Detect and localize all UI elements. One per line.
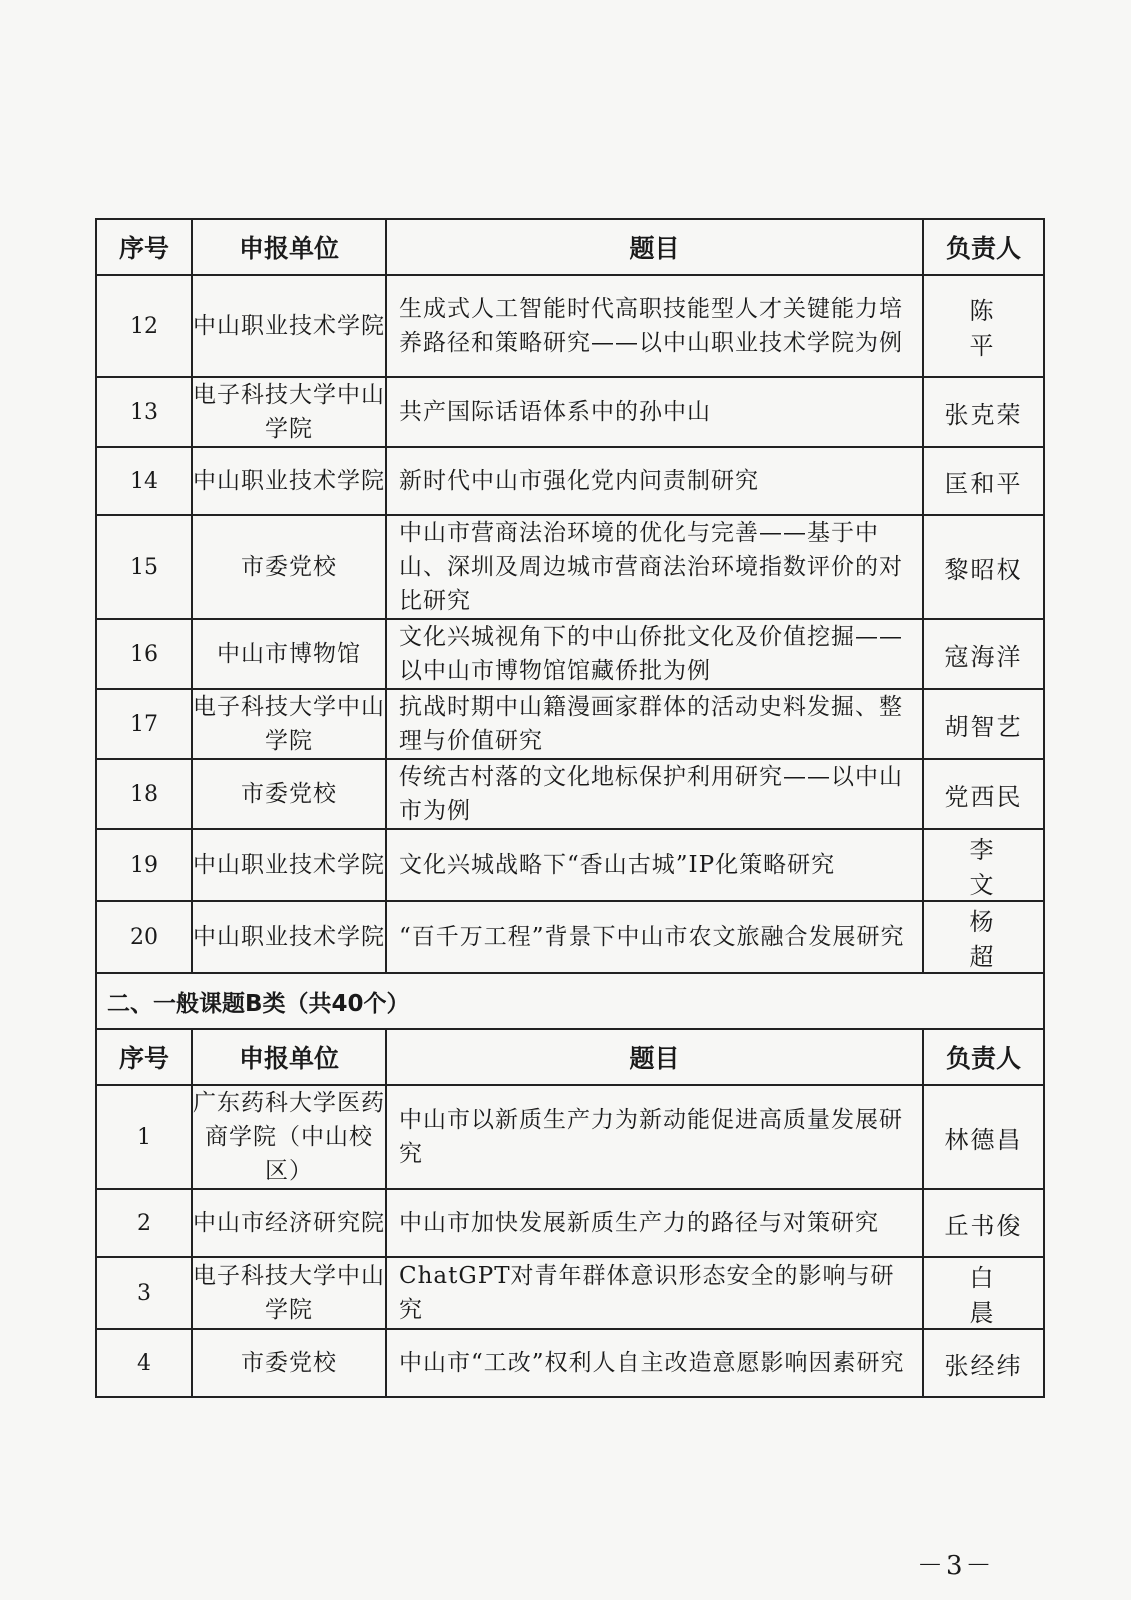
row-no: 18 [96, 759, 192, 829]
table-header-row [96, 219, 1044, 275]
row-lead: 张经纬 [923, 1329, 1044, 1397]
row-unit: 广东药科大学医药商学院（中山校区） [192, 1085, 386, 1189]
row-unit: 中山职业技术学院 [192, 447, 386, 515]
row-lead: 匡和平 [923, 447, 1044, 515]
row-no: 3 [96, 1257, 192, 1329]
table-row [96, 901, 1044, 973]
row-unit: 电子科技大学中山学院 [192, 377, 386, 447]
header-no: 序号 [96, 1029, 192, 1085]
row-lead: 李 文 [923, 829, 1044, 901]
row-no: 13 [96, 377, 192, 447]
row-lead: 胡智艺 [923, 689, 1044, 759]
row-no: 1 [96, 1085, 192, 1189]
row-unit: 中山职业技术学院 [192, 829, 386, 901]
table-row [96, 377, 1044, 447]
header-lead: 负责人 [923, 1029, 1044, 1085]
row-no: 17 [96, 689, 192, 759]
row-topic: 传统古村落的文化地标保护利用研究——以中山市为例 [386, 759, 923, 829]
row-unit: 市委党校 [192, 1329, 386, 1397]
row-unit: 市委党校 [192, 759, 386, 829]
row-lead: 林德昌 [923, 1085, 1044, 1189]
row-unit: 中山职业技术学院 [192, 901, 386, 973]
row-no: 14 [96, 447, 192, 515]
row-topic: “百千万工程”背景下中山市农文旅融合发展研究 [386, 901, 923, 973]
table-row [96, 619, 1044, 689]
header-topic: 题目 [386, 219, 923, 275]
row-topic: 抗战时期中山籍漫画家群体的活动史料发掘、整理与价值研究 [386, 689, 923, 759]
row-topic: 文化兴城战略下“香山古城”IP化策略研究 [386, 829, 923, 901]
section-title: 二、一般课题B类（共40个） [96, 973, 1044, 1029]
row-lead: 寇海洋 [923, 619, 1044, 689]
row-topic: 共产国际话语体系中的孙中山 [386, 377, 923, 447]
row-no: 16 [96, 619, 192, 689]
row-lead: 陈 平 [923, 275, 1044, 377]
row-topic: 中山市加快发展新质生产力的路径与对策研究 [386, 1189, 923, 1257]
header-unit: 申报单位 [192, 1029, 386, 1085]
table-row [96, 1329, 1044, 1397]
page-number: －3－ [917, 1551, 995, 1581]
row-lead: 党西民 [923, 759, 1044, 829]
row-lead: 张克荣 [923, 377, 1044, 447]
table-row [96, 759, 1044, 829]
header-lead: 负责人 [923, 219, 1044, 275]
table-row [96, 1257, 1044, 1329]
table-row [96, 447, 1044, 515]
section-heading-row [96, 973, 1044, 1029]
row-unit: 中山市经济研究院 [192, 1189, 386, 1257]
row-no: 15 [96, 515, 192, 619]
row-lead: 白 晨 [923, 1257, 1044, 1329]
row-topic: 生成式人工智能时代高职技能型人才关键能力培养路径和策略研究——以中山职业技术学院为例 [386, 275, 923, 377]
row-no: 19 [96, 829, 192, 901]
table-header-row [96, 1029, 1044, 1085]
table-row [96, 515, 1044, 619]
row-lead: 丘书俊 [923, 1189, 1044, 1257]
row-lead: 杨 超 [923, 901, 1044, 973]
row-topic: ChatGPT对青年群体意识形态安全的影响与研究 [386, 1257, 923, 1329]
header-unit: 申报单位 [192, 219, 386, 275]
header-topic: 题目 [386, 1029, 923, 1085]
row-unit: 电子科技大学中山学院 [192, 689, 386, 759]
row-topic: 新时代中山市强化党内问责制研究 [386, 447, 923, 515]
row-topic: 中山市以新质生产力为新动能促进高质量发展研究 [386, 1085, 923, 1189]
row-unit: 电子科技大学中山学院 [192, 1257, 386, 1329]
table-row [96, 1189, 1044, 1257]
row-no: 4 [96, 1329, 192, 1397]
row-topic: 中山市“工改”权利人自主改造意愿影响因素研究 [386, 1329, 923, 1397]
table-row [96, 689, 1044, 759]
row-no: 12 [96, 275, 192, 377]
table-row [96, 1085, 1044, 1189]
row-topic: 文化兴城视角下的中山侨批文化及价值挖掘——以中山市博物馆馆藏侨批为例 [386, 619, 923, 689]
table-row [96, 829, 1044, 901]
table-row [96, 275, 1044, 377]
header-no: 序号 [96, 219, 192, 275]
row-unit: 市委党校 [192, 515, 386, 619]
row-topic: 中山市营商法治环境的优化与完善——基于中山、深圳及周边城市营商法治环境指数评价的对比研究 [386, 515, 923, 619]
row-lead: 黎昭权 [923, 515, 1044, 619]
row-unit: 中山职业技术学院 [192, 275, 386, 377]
project-table [95, 218, 1045, 1398]
row-no: 2 [96, 1189, 192, 1257]
row-no: 20 [96, 901, 192, 973]
row-unit: 中山市博物馆 [192, 619, 386, 689]
